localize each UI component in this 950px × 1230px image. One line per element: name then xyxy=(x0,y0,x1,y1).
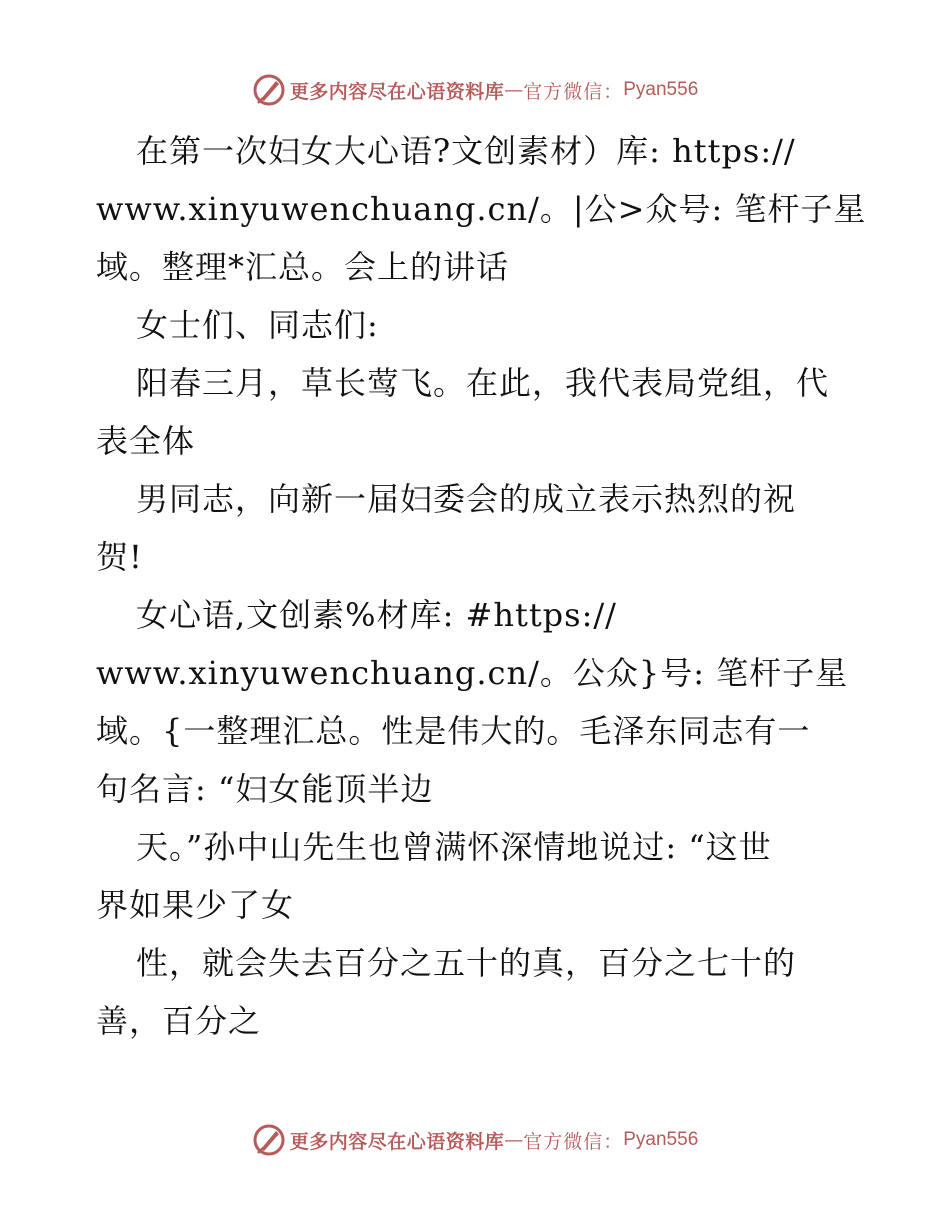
text-line: www.xinyuwenchuang.cn/。|公>众号: 笔杆子星 xyxy=(96,190,867,228)
banner-main-text: 更多内容尽在心语资料库 xyxy=(289,80,505,103)
banner-separator: — xyxy=(504,1129,524,1151)
text-line: 女心语,文创素%材库: #https:// xyxy=(136,596,617,634)
banner-wechat-id: Pyan556 xyxy=(623,79,699,100)
text-line: 域。{一整理汇总。性是伟大的。毛泽东同志有一 xyxy=(96,712,811,750)
text-line: 男同志，向新一届妇委会的成立表示热烈的祝 xyxy=(136,480,797,518)
banner-wechat-id: Pyan556 xyxy=(623,1129,699,1150)
header-banner xyxy=(0,70,950,110)
text-line: 天。”孙中山先生也曾满怀深情地说过: “这世 xyxy=(136,828,772,866)
text-line: www.xinyuwenchuang.cn/。公众}号: 笔杆子星 xyxy=(96,654,849,692)
footer-banner xyxy=(0,1120,950,1160)
text-line: 在第一次妇女大心语?文创素材）库: https:// xyxy=(136,132,796,170)
text-line: 贺! xyxy=(96,538,143,576)
text-line: 性，就会失去百分之五十的真，百分之七十的 xyxy=(136,944,797,982)
banner-main-text: 更多内容尽在心语资料库 xyxy=(289,1130,505,1153)
quill-logo-icon xyxy=(252,73,286,107)
text-line: 界如果少了女 xyxy=(96,886,295,924)
quill-logo-icon xyxy=(252,1123,286,1157)
text-line: 句名言: “妇女能顶半边 xyxy=(96,770,434,808)
banner-separator: — xyxy=(504,79,524,101)
text-line: 阳春三月，草长莺飞。在此，我代表局党组，代 xyxy=(136,364,830,402)
document-body xyxy=(96,122,866,1050)
text-line: 善，百分之 xyxy=(96,1002,262,1040)
banner-wechat-label: 官方微信： xyxy=(523,1130,624,1153)
text-line: 域。整理*汇总。会上的讲话 xyxy=(96,248,510,286)
text-line: 女士们、同志们: xyxy=(136,306,379,344)
text-line: 表全体 xyxy=(96,422,196,460)
banner-wechat-label: 官方微信： xyxy=(523,80,624,103)
